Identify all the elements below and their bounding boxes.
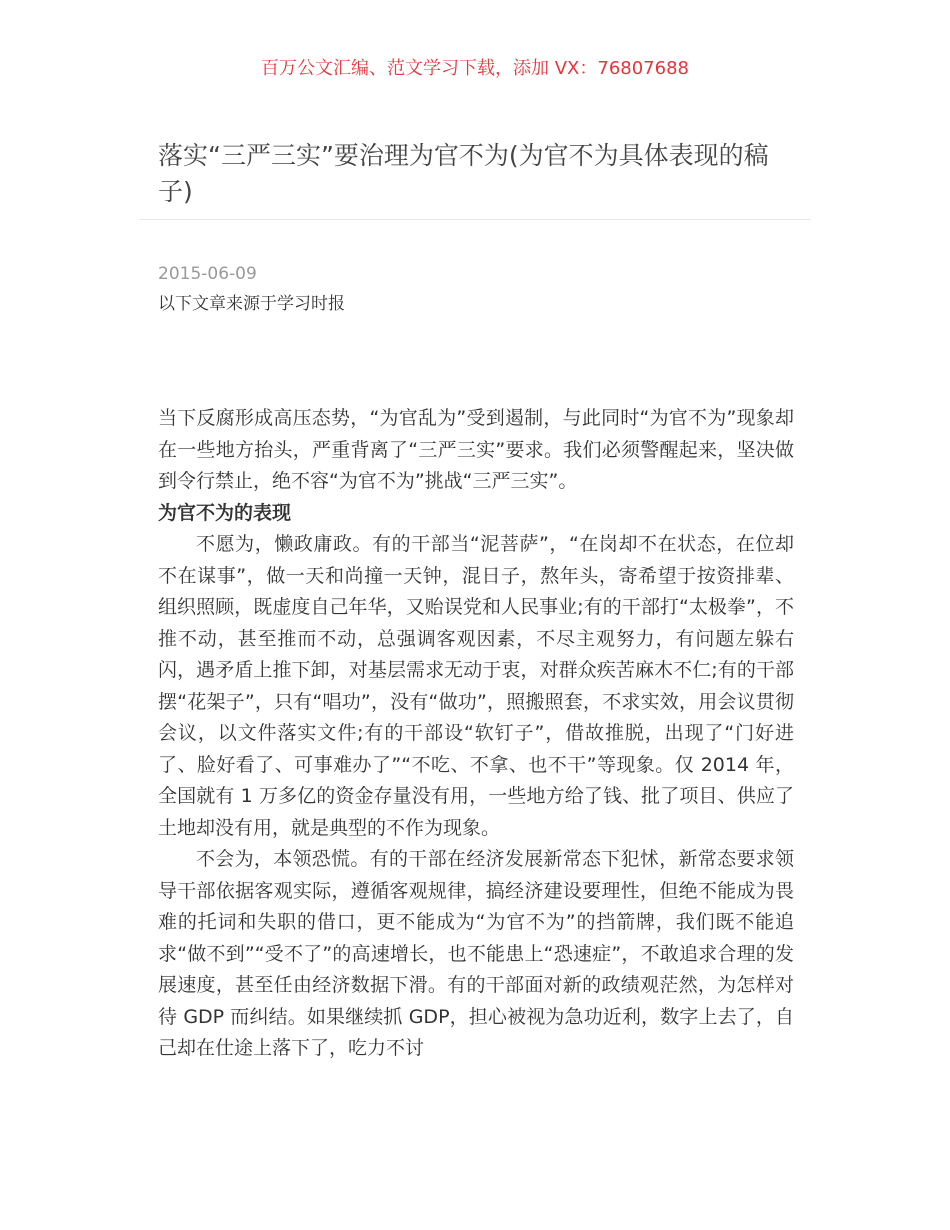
section-heading: 为官不为的表现 <box>158 501 292 524</box>
promo-banner: 百万公文汇编、范文学习下载，添加 VX：76807688 <box>261 58 689 79</box>
article-source: 以下文章来源于学习时报 <box>158 294 345 314</box>
body-paragraph: 不愿为，懒政庸政。有的干部当“泥菩萨”，“在岗却不在状态，在位却不在谋事”，做一天和尚撞一天钟，混日子，熬年头，寄希望于按资排辈、组织照顾，既虚度自己年华，又贻误党和人民事业;有的干部打“太极拳”，不推不动，甚至推而不动，总强调客观因素，不尽主观努力，有问题左躲右闪，遇矛盾上推下卸，对基层需求无动于衷，对群众疾苦麻木不仁;有的干部摆“花架子”，只有“唱功”，没有“做功”，照搬照套，不求实效，用会议贯彻会议，以文件落实文件;有的干部设“软钉子”，借故推脱，出现了“门好进了、脸好看了、可事难办了”“不吃、不拿、也不干”等现象。仅 2014 年，全国就有 1 万多亿的资金存量没有用，一些地方给了钱、批了项目、供应了土地却没有用，就是典型的不作为现象。 <box>158 533 794 839</box>
publish-date: 2015-06-09 <box>158 264 257 284</box>
intro-paragraph: 当下反腐形成高压态势，“为官乱为”受到遏制，与此同时“为官不为”现象却在一些地方抬头，严重背离了“三严三实”要求。我们必须警醒起来，坚决做到令行禁止，绝不容“为官不为”挑战“三严三实”。 <box>158 407 794 492</box>
article-title: 落实“三严三实”要治理为官不为(为官不为具体表现的稿子) <box>158 141 769 206</box>
article-body <box>158 403 794 1065</box>
body-paragraph: 不会为，本领恐慌。有的干部在经济发展新常态下犯怵，新常态要求领导干部依据客观实际，遵循客观规律，搞经济建设要理性，但绝不能成为畏难的托词和失职的借口，更不能成为“为官不为”的挡箭牌，我们既不能追求“做不到”“受不了”的高速增长，也不能患上“恐速症”，不敢追求合理的发展速度，甚至任由经济数据下滑。有的干部面对新的政绩观茫然，为怎样对待 GDP 而纠结。如果继续抓 GDP，担心被视为急功近利，数字上去了，自己却在仕途上落下了，吃力不讨 <box>158 848 794 1059</box>
title-divider <box>140 219 810 220</box>
